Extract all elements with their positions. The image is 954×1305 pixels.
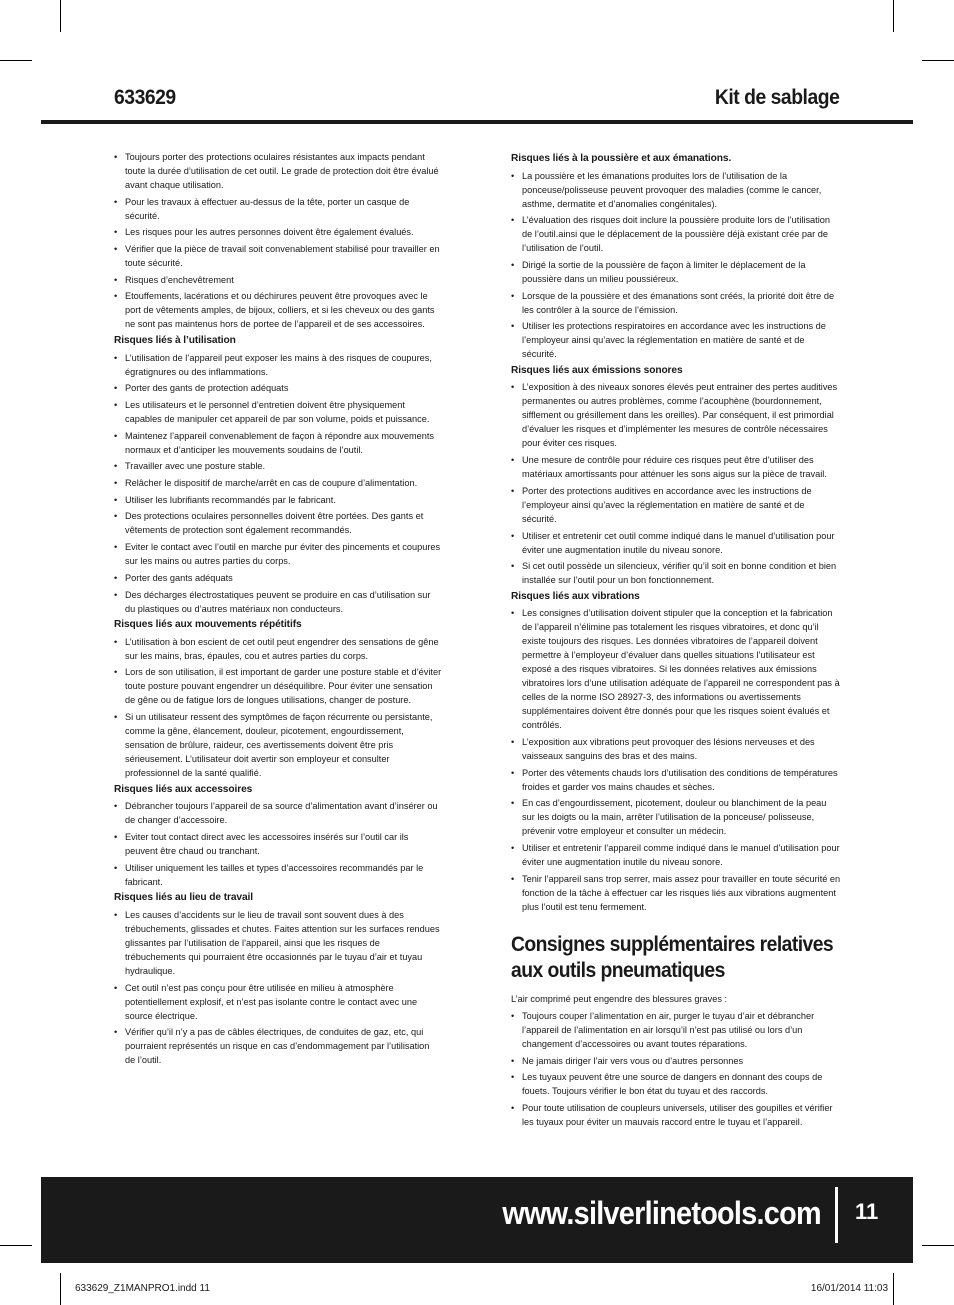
crop-mark [922,1245,954,1246]
bullet-item: • Toujours porter des protections oculaires résistantes aux impacts pendant toute la durée d’utilisation de cet outil. Le grade de protection doit être évalué avant chaque utilisation. [114,150,442,192]
section-heading: Risques liés aux mouvements répétitifs [114,619,302,631]
bullet-item: • Débrancher toujours l’appareil de sa source d’alimentation avant d’insérer ou de changer d’accessoire. [114,799,442,827]
bullet-item: • Vérifier que la pièce de travail soit convenablement stabilisé pour travailler en toute sécurité. [114,242,442,270]
crop-mark [893,1273,894,1305]
section-bullet-list [114,351,442,616]
bullet-item: • Utiliser uniquement les tailles et types d’accessoires recommandés par le fabricant. [114,861,442,889]
bullet-item: • Ne jamais diriger l’air vers vous ou d’autres personnes [511,1054,841,1068]
bullet-item: • Utiliser les lubrifiants recommandés par le fabricant. [114,493,442,507]
bullet-item: • L’évaluation des risques doit inclure la poussière produite lors de l’utilisation de l’outil.ainsi que le déplacement de la poussière déjà existant crée par de l’utilisation de l’outil. [511,213,841,255]
bullet-item: • Les utilisateurs et le personnel d’entretien doivent être physiquement capables de manipuler cet appareil de par son volume, poids et puissance. [114,398,442,426]
bullet-item: • Les causes d’accidents sur le lieu de travail sont souvent dues à des trébuchements, glissades et chutes. Faites attention sur les surfaces rendues glissantes par l’utilisation de l’appareil, ainsi que les risques de trébuchements qui pourraient être occasionnés par le tuyau d’air et tuyau hydraulique. [114,908,442,978]
section-bullet-list [114,799,442,888]
section-heading: Risques liés au lieu de travail [114,892,254,904]
bullet-item: • Des décharges électrostatiques peuvent se produire en cas d’utilisation sur du plastiques ou d’autres matériaux non conducteurs. [114,588,442,616]
bullet-item: • Tenir l’appareil sans trop serrer, mais assez pour travailler en toute sécurité en fonction de la tâche à effectuer car les risques liés aux vibrations augmentent plus l’outil est tenu fermement. [511,872,841,914]
bullet-item: • Des protections oculaires personnelles doivent être portées. Des gants et vêtements de protection sont également recommandés. [114,509,442,537]
pneumatic-intro: L’air comprimé peut engendre des blessures graves : [511,993,728,1004]
section-heading: Risques liés aux émissions sonores [511,364,683,376]
product-code: 633629 [114,86,176,109]
bullet-item: • La poussière et les émanations produites lors de l’utilisation de la ponceuse/polisseuse peuvent provoquer des maladies (comme le cancer, asthme, dermatite et d’anomalies congénitales). [511,169,841,211]
bullet-item: • Eviter tout contact direct avec les accessoires insérés sur l’outil car ils peuvent être chaud ou tranchant. [114,830,442,858]
bullet-item: • Pour toute utilisation de coupleurs universels, utiliser des goupilles et vérifier les tuyaux pour éviter un mauvais raccord entre le tuyau et l’appareil. [511,1101,841,1129]
bullet-item: • Porter des gants de protection adéquats [114,381,442,395]
bullet-item: • Cet outil n’est pas conçu pour être utilisée en milieu à atmosphère potentiellement explosif, et n’est pas isolante contre le contact avec une source électrique. [114,981,442,1023]
crop-mark [893,0,894,32]
bullet-item: • Porter des protections auditives en accordance avec les instructions de l’employeur ainsi qu’avec la réglementation en matière de santé et de sécurité. [511,484,841,526]
intro-bullet-list [114,150,442,331]
section-heading: Risques liés à la poussière et aux émanations. [511,153,732,164]
bullet-item: • Toujours couper l’alimentation en air, purger le tuyau d’air et débrancher l’appareil de l’alimentation en air lorsqu’il n’est pas utilisé ou lors d’un changement d’accessoires ou avant toutes réparations. [511,1009,841,1051]
bullet-item: • Utiliser et entretenir cet outil comme indiqué dans le manuel d’utilisation pour éviter une augmentation inutile du niveau sonore. [511,529,841,557]
website-link[interactable]: www.silverlinetools.com [502,1195,821,1231]
slug-datetime: 16/01/2014 11:03 [810,1283,888,1294]
bullet-item: • L’exposition aux vibrations peut provoquer des lésions nerveuses et des vaisseaux sanguins des bras et des mains. [511,735,841,763]
bullet-item: • Porter des vêtements chauds lors d’utilisation des conditions de températures froides et garder vos mains chaudes et sèches. [511,766,841,794]
footer-divider [835,1187,838,1243]
bullet-item: • Dirigé la sortie de la poussière de façon à limiter le déplacement de la poussière dans un milieu poussiéreux. [511,258,841,286]
section-bullet-list [511,380,841,587]
bullet-item: • Les risques pour les autres personnes doivent être également évalués. [114,225,442,239]
left-sections [114,334,442,1067]
right-column [511,150,841,1132]
crop-mark [60,0,61,32]
section-bullet-list [511,606,841,913]
section-heading: Risques liés aux vibrations [511,590,640,602]
page-number: 11 [855,1199,879,1224]
crop-mark [0,60,32,61]
bullet-item: • En cas d’engourdissement, picotement, douleur ou blanchiment de la peau sur les doigts ou la main, arrêter l’utilisation de la ponceuse/ polisseuse, prévenir votre employeur et consulter un médecin. [511,796,841,838]
bullet-item: • Eviter le contact avec l’outil en marche pur éviter des pincements et coupures sur les mains ou autres parties du corps. [114,540,442,568]
section-bullet-list [511,169,841,362]
section-bullet-list [114,635,442,780]
bullet-item: • Lors de son utilisation, il est important de garder une posture stable et d’éviter toute posture pouvant engendrer un déséquilibre. Pour éviter une sensation de gêne ou de fatigue lors de longues utilisations, changer de posture. [114,665,442,707]
bullet-item: • Utiliser les protections respiratoires en accordance avec les instructions de l’employeur ainsi qu’avec la réglementation en matière de santé et de sécurité. [511,319,841,361]
header-rule [41,120,913,124]
section-bullet-list [114,908,442,1067]
section-heading: Risques liés aux accessoires [114,783,253,795]
section-heading: Risques liés à l’utilisation [114,335,236,347]
bullet-item: • Une mesure de contrôle pour réduire ces risques peut être d’utiliser des matériaux amortissants pour atténuer les sons aigus sur la pièce de travail. [511,453,841,481]
pneumatic-section-title: Consignes supplémentaires relatives aux outils pneumatiques [511,932,834,982]
slug-file: 633629_Z1MANPRO1.indd 11 [75,1283,210,1294]
bullet-item: • L’utilisation à bon escient de cet outil peut engendrer des sensations de gêne sur les mains, bras, épaules, cou et autres parties du corps. [114,635,442,663]
bullet-item: • Utiliser et entretenir l’appareil comme indiqué dans le manuel d’utilisation pour éviter une augmentation inutile du niveau sonore. [511,841,841,869]
bullet-item: • Lorsque de la poussière et des émanations sont créés, la priorité doit être de les contrôler à la source de l’émission. [511,289,841,317]
bullet-item: • Porter des gants adéquats [114,571,442,585]
bullet-item: • Vérifier qu’il n’y a pas de câbles électriques, de conduites de gaz, etc, qui pourraient représentés un risque en cas d’endommagement par l’utilisation de l’outil. [114,1025,442,1067]
bullet-item: • Relâcher le dispositif de marche/arrêt en cas de coupure d’alimentation. [114,476,442,490]
bullet-item: • Etouffements, lacérations et ou déchirures peuvent être provoques avec le port de vêtements amples, de bijoux, colliers, et si les cheveux ou des gants ne sont pas maintenus hors de portee de l’appareil et de ses accessoires. [114,289,442,331]
bullet-item: • Si cet outil possède un silencieux, vérifier qu’il soit en bonne condition et bien installée sur l’outil pour un bon fonctionnement. [511,559,841,587]
left-column [114,150,442,1070]
bullet-item: • Maintenez l’appareil convenablement de façon à répondre aux mouvements normaux et d’anticiper les mouvements soudains de l’outil. [114,429,442,457]
bullet-item: • Si un utilisateur ressent des symptômes de façon récurrente ou persistante, comme la gêne, élancement, douleur, picotement, engourdissement, sensation de brûlure, raideur, ces avertissements doivent être pris sérieusement. L’utilisateur doit avertir son employeur et consulter professionnel de la santé qualifié. [114,710,442,780]
bullet-item: • Pour les travaux à effectuer au-dessus de la tête, porter un casque de sécurité. [114,195,442,223]
crop-mark [922,60,954,61]
product-title: Kit de sablage [714,86,839,109]
crop-mark [60,1273,61,1305]
bullet-item: • Les consignes d’utilisation doivent stipuler que la conception et la fabrication de l’appareil n’élimine pas totalement les risques vibratoires, et donc qu’il existe toujours des risques. Les données vibratoires de l’appareil doivent permettre à l’employeur d’évaluer dans quelles situations l’utilisateur est exposé a des risques vibratoires. Si les données relatives aux émissions vibratoires lors d’une utilisation adéquate de l’appareil ne correspondent pas à celles de la norme ISO 28927-3, des informations ou avertissements supplémentaires doivent être donnés pour que les risques soient évalués et contrôlés. [511,606,841,732]
pneumatic-bullet-list [511,1009,841,1129]
bullet-item: • L’exposition à des niveaux sonores élevés peut entrainer des pertes auditives permanentes ou autres problèmes, comme l’acouphène (bourdonnement, sifflement ou grésillement dans les oreilles). Par conséquent, il est primordial d’évaluer les risques et d’implémenter les mesures de contrôle nécessaires pour éviter ces risques. [511,380,841,450]
bullet-item: • L’utilisation de l’appareil peut exposer les mains à des risques de coupures, égratignures ou des inflammations. [114,351,442,379]
right-sections [511,152,841,914]
footer-bar [41,1177,913,1263]
crop-mark [0,1245,32,1246]
bullet-item: • Risques d’enchevêtrement [114,273,442,287]
bullet-item: • Travailler avec une posture stable. [114,459,442,473]
bullet-item: • Les tuyaux peuvent être une source de dangers en donnant des coups de fouets. Toujours vérifier le bon état du tuyau et des raccords. [511,1070,841,1098]
